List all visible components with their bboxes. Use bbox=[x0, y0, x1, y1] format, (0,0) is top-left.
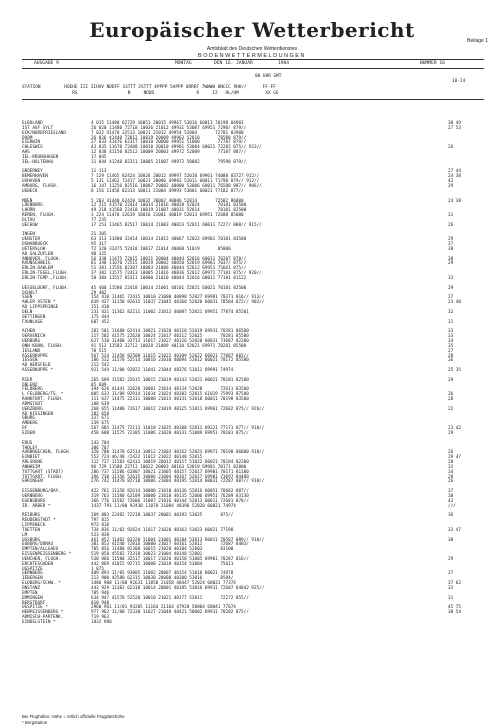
wind-gusts: 31 bbox=[448, 213, 454, 219]
wind-gusts: 26 bbox=[448, 358, 454, 364]
station-name: ELDBERG/SCHW. * bbox=[22, 581, 61, 587]
wind-gusts: 27 bbox=[448, 571, 454, 577]
station-name: UGSBURG bbox=[22, 537, 41, 543]
station-name: AHS bbox=[22, 150, 30, 156]
observation-groups: 12 038 41150 82512 10009 20003 49972 52009 77187 887// bbox=[91, 150, 247, 156]
observation-groups: 17 045 bbox=[91, 154, 107, 160]
observation-groups: 381 853 41540 72816 10000 21027 40161 52011 72687 8483/ bbox=[91, 542, 249, 548]
table-row bbox=[22, 504, 492, 509]
observation-groups: 77 235 bbox=[91, 217, 107, 223]
observation-groups: 63 313 11480 32414 10014 21012 40067 52022 69901 70181 83500 bbox=[91, 237, 247, 243]
observation-groups: 51 381 11556 82307 10003 21006 40044 52012 69951 75661 875// bbox=[91, 266, 247, 272]
observation-groups: 705 856 11480 82308 10015 21020 40184 52003 83100 bbox=[91, 547, 234, 553]
station-name: AD KISSINGEN bbox=[22, 411, 54, 417]
column-header-2: RS N NDDD R 12 HL/HM XX GG bbox=[22, 91, 279, 96]
observation-groups: 553 724 46/40 /2422 11012 21022 40140 52015 bbox=[91, 455, 203, 461]
wind-gusts: 29 bbox=[448, 377, 454, 383]
observation-groups: 719 963 bbox=[91, 615, 110, 621]
station-name: UETERSLOH bbox=[22, 246, 46, 252]
observation-groups: 96 729 11580 22713 10022 20003 40163 53019 69901 70171 82800 bbox=[91, 464, 247, 470]
table-row bbox=[22, 189, 492, 194]
observation-groups: 396 738 11356 52615 10006 21004 40167 52017 69901 73697 84400 bbox=[91, 474, 249, 480]
observation-groups: 839 427 11158 82615 11037 21045 48360 52020 60031 78584 872// 902// bbox=[91, 300, 265, 306]
wind-gusts: 45 75 bbox=[448, 605, 461, 611]
observation-groups: 320 708 11470 62514 10012 21003 40162 52023 69971 70198 86800 918// bbox=[91, 450, 265, 456]
station-name: LM bbox=[22, 532, 28, 538]
station-name: OSNABRUECK bbox=[22, 242, 48, 248]
station-name: FAUNLAGE bbox=[22, 319, 43, 325]
station-name: BEMERHAVEN bbox=[22, 174, 48, 180]
wind-gusts: 34 bbox=[448, 469, 454, 475]
observation-groups: 154 410 11465 72415 10010 21008 40098 52027 69981 70371 816// 913// bbox=[91, 295, 265, 301]
table-row bbox=[22, 276, 492, 281]
station-name: FELDBERG bbox=[22, 387, 43, 393]
observation-groups: 37 382 11575 72413 10005 21016 40036 52012 69971 77181 875// 920// bbox=[91, 271, 262, 277]
station-name: CHLESWIG bbox=[22, 145, 43, 151]
report-date: DEN 16. JANUAR bbox=[214, 61, 253, 66]
wind-gusts: 24 38 bbox=[448, 174, 461, 180]
wind-gusts: 26 bbox=[448, 450, 454, 456]
station-name: RIER bbox=[22, 377, 33, 383]
rule-meta bbox=[22, 68, 484, 69]
wind-gusts: 33 bbox=[448, 329, 454, 335]
station-name: ANNOVER, FLUGH. bbox=[22, 256, 61, 262]
observation-groups: 366 776 11582 72606 11007 21016 40144 52013 60011 72681 878// bbox=[91, 498, 249, 504]
section-band: BODENWETTERMELDUNGEN bbox=[198, 53, 306, 59]
station-name: AMBURG, FLUGH. bbox=[22, 183, 59, 189]
observation-groups: 607 452 bbox=[91, 319, 110, 325]
observation-groups: 112 727 11583 62413 10019 20012 40157 51022 60021 70184 82200 bbox=[91, 460, 249, 466]
station-name: EMMINGEN bbox=[22, 595, 43, 601]
observation-groups: 31 044 41240 82311 10005 21007 49972 50002 79598 879// bbox=[91, 159, 247, 165]
wind-gusts: 38 bbox=[448, 493, 454, 499]
station-name: ONN-KOHN, FLUGH. bbox=[22, 343, 64, 349]
wind-gusts: 34 bbox=[448, 338, 454, 344]
wind-gusts: 37 bbox=[448, 489, 454, 495]
station-name: EISSENBURG/BAY. bbox=[22, 489, 61, 495]
station-name: DOOM bbox=[22, 135, 33, 141]
issue-number: NUMMER 16 bbox=[420, 61, 445, 66]
observation-groups: 461 852 11402 83320 11004 21001 40184 53013 60011 70587 889// 910// bbox=[91, 537, 265, 543]
station-name: UECHOW bbox=[22, 222, 38, 228]
observation-groups: 21 305 bbox=[91, 232, 107, 238]
observation-groups: 239 675 bbox=[91, 421, 110, 427]
supplement-label: Beilage 1 bbox=[467, 38, 488, 44]
observation-groups: 186 532 11570 52514 10010 21010 40094 52012 60021 70172 85500 bbox=[91, 358, 249, 364]
wind-gusts: 26 bbox=[448, 392, 454, 398]
observation-groups: 45 400 11580 22418 10014 21001 40101 52021 60021 70181 82500 bbox=[91, 285, 247, 291]
observation-groups: 16 147 11256 82516 10007 20002 40000 53006 60011 76588 887// 906// bbox=[91, 183, 262, 189]
station-name: ONSTANZ bbox=[22, 586, 41, 591]
wind-gusts: 29 bbox=[448, 556, 454, 562]
station-name: EINDELSTEIN * bbox=[22, 619, 56, 625]
station-name: IR. ARBER * bbox=[22, 503, 51, 509]
station-name: RAUNSCHWEIG bbox=[22, 261, 51, 267]
station-name: OBURG bbox=[22, 416, 35, 422]
footnote-mountain: * Bergstation bbox=[22, 720, 48, 725]
station-name: EISSENPEISSENBERG * bbox=[22, 552, 72, 558]
wind-gusts: 28 bbox=[448, 397, 454, 403]
wind-gusts: 36 bbox=[448, 513, 454, 519]
observation-groups: 7 022 41470 32513 10021 21012 49954 52004 72781 83900 bbox=[91, 130, 244, 136]
observation-groups: 151 430 bbox=[91, 305, 110, 311]
station-name: BERSTDORF bbox=[22, 600, 46, 606]
observation-groups: 319 763 11580 62109 10000 21018 40135 52006 69951 76289 83130 bbox=[91, 493, 249, 499]
station-name: LIPPENECK bbox=[22, 523, 46, 529]
station-name: TUTTGART (STADT) bbox=[22, 469, 64, 475]
station-name: REUDENSTADT * bbox=[22, 518, 56, 524]
station-name: ERLIN-DAHLEM bbox=[22, 266, 54, 272]
observation-groups: 567 534 11458 82508 11015 21022 40109 52022 60021 77087 883// bbox=[91, 353, 249, 359]
observation-groups: 4 015 11480 62729 10051 20015 49967 53016 60011 70198 84903 bbox=[91, 121, 244, 126]
observation-groups: 443 929 11382 62310 10014 20001 40185 53016 69931 72687 84842 925// bbox=[91, 586, 265, 591]
station-name: EIDEN bbox=[22, 431, 35, 436]
observation-groups: 1437 791 11/00 92430 11078 21084 48396 52020 60021 74974 bbox=[91, 503, 236, 509]
observation-groups: 921 544 11/00 92822 11041 21044 48376 51011 69991 74974 bbox=[91, 368, 234, 374]
observation-groups: 530 866 11580 32517 10017 21026 40150 51005 69901 70287 816// bbox=[91, 556, 249, 562]
station-name: INGEN bbox=[22, 232, 35, 238]
observation-groups: 2960 961 11/01 93205 11164 21164 47920 50004 60041 77074 bbox=[91, 605, 236, 611]
observation-groups: 276 742 11470 82710 10006 21004 40195 52014 60031 72287 887// 910// bbox=[91, 479, 265, 485]
observation-groups: 268 655 11480 72617 10012 21019 40125 51011 69961 72682 875// 926// bbox=[91, 406, 265, 412]
observation-groups: 1 875 bbox=[91, 566, 104, 572]
station-name: AD SALZUFLEN bbox=[22, 251, 54, 257]
wind-gusts: 29 bbox=[448, 237, 454, 243]
station-name: EMPTEN bbox=[22, 590, 38, 596]
report-year: 1984 bbox=[278, 61, 290, 66]
observation-groups: 111 637 11475 22311 10008 21015 40131 52018 60011 70198 83500 bbox=[91, 397, 249, 403]
tr-period: 18-24 bbox=[452, 79, 466, 84]
station-name: UERNBERG bbox=[22, 493, 43, 499]
observation-groups: 56 338 11475 72615 10011 20004 40044 52016 60011 70287 878// bbox=[91, 256, 247, 262]
wind-gusts: 27 44 bbox=[448, 169, 461, 175]
page-title: Europäischer Wetterbericht bbox=[89, 18, 415, 42]
observation-groups: 265 609 11582 22615 10015 21019 40143 52021 60021 70181 82500 bbox=[91, 377, 249, 383]
station-name: ELBOLAND bbox=[22, 121, 43, 126]
wind-gusts: 28 bbox=[448, 353, 454, 359]
station-name: EUBURG/DONAU bbox=[22, 542, 54, 548]
station-name: GROERNEY bbox=[22, 169, 43, 175]
station-name: OBLENZ bbox=[22, 382, 38, 388]
observation-groups: 337 671 bbox=[91, 416, 110, 422]
footnote-airport: Bei Flughäfen: Höhe = örtlich offizielle Flugplatzhöhe bbox=[22, 714, 125, 719]
observation-groups: 5 203 41440 62420 10032 20002 40006 52014 72582 86800 bbox=[91, 198, 244, 204]
observation-groups: 409 893 11/05 93005 11002 20007 40154 51016 60021 74978 bbox=[91, 571, 234, 577]
wind-gusts: /// bbox=[448, 503, 456, 509]
observation-groups: 70 515 bbox=[91, 348, 107, 354]
table-row bbox=[22, 431, 492, 436]
rule-top bbox=[22, 59, 484, 60]
station-name: IESLAND bbox=[22, 348, 41, 354]
wind-gusts: 27 bbox=[448, 295, 454, 301]
wind-gusts: 30 54 bbox=[448, 610, 461, 616]
station-name: SSEN bbox=[22, 295, 33, 301]
observation-groups: 442 869 41015 92715 10000 21018 40154 53004 75611 bbox=[91, 561, 234, 567]
wind-gusts: 30 49 bbox=[448, 121, 461, 126]
observation-groups: 1486 908 11/00 92631 11058 21058 48447 52024 60031 77374 bbox=[91, 581, 236, 587]
observation-groups: 26 026 41440 72812 10019 20009 49963 52010 78588 879// bbox=[91, 135, 247, 141]
station-name: IESSEN bbox=[22, 358, 38, 364]
weekday: MONTAG bbox=[175, 61, 192, 66]
wind-gusts: 29 47 bbox=[448, 455, 461, 461]
station-name: MDEN bbox=[22, 198, 33, 204]
station-name: ARMSTADT bbox=[22, 401, 43, 407]
wind-gusts: 35 bbox=[448, 343, 454, 349]
wind-gusts: 23 42 bbox=[448, 426, 461, 432]
observation-groups: 8 156 11456 82313 10011 21004 49993 53001 60021 77182 877// bbox=[91, 188, 244, 194]
station-name: EMPTEN/ALLGAEU bbox=[22, 547, 59, 553]
station-name: UGSPITZE * bbox=[22, 605, 48, 611]
station-name: ERUS bbox=[22, 440, 33, 446]
station-table bbox=[22, 121, 492, 625]
wind-gusts: 42 bbox=[448, 498, 454, 504]
station-name: TUTTGART, FLUGH. bbox=[22, 474, 64, 480]
observation-groups: 49 218 41560 22418 10019 21007 40031 52014 70181 82500 bbox=[91, 208, 247, 214]
observation-groups: 519 858 45582 72318 10023 21004 40148 52001 bbox=[91, 552, 203, 558]
station-name: ARMISCH-PARTENK. bbox=[22, 615, 64, 621]
station-name: UEBECK bbox=[22, 188, 38, 194]
wind-gusts: 25 35 bbox=[448, 368, 461, 374]
station-name: UERZBURG bbox=[22, 406, 43, 412]
observation-groups: 50 384 11557 82311 10000 21010 40044 52016 60011 77181 81122 bbox=[91, 276, 247, 281]
wind-gusts: 37 bbox=[448, 242, 454, 248]
station-name: OF bbox=[22, 426, 28, 432]
observation-groups: 282 658 bbox=[91, 411, 110, 417]
station-name: OETTINGEN bbox=[22, 314, 46, 320]
observation-groups: 973 818 bbox=[91, 523, 110, 529]
observation-groups: 977 962 11/00 72330 11027 21048 48421 50002 69931 70282 875// bbox=[91, 610, 249, 616]
observation-groups: 705 946 bbox=[91, 590, 110, 596]
station-name: HENPEISSENBERG * bbox=[22, 610, 64, 616]
station-name: ECK/NORDFRIESLAND bbox=[22, 130, 66, 136]
wind-gusts: 31 bbox=[448, 319, 454, 325]
wind-gusts: 27 bbox=[448, 348, 454, 354]
column-header-1: STATION HOEHE III IIHVV NDDFF 1STTT 2STTT 4PPPP 5APPP 6RRRT 7WWWW 8NCCC 9HH// FF-FF bbox=[22, 85, 276, 90]
wind-gusts: 29 bbox=[448, 183, 454, 189]
wind-gusts: 33 bbox=[448, 276, 454, 281]
observation-groups: 108 639 bbox=[91, 401, 110, 407]
observation-groups: 91 513 11582 32712 10028 21009 40110 52021 69971 70281 85500 bbox=[91, 343, 247, 349]
observation-groups: 85 609 bbox=[91, 382, 107, 388]
station-name: UENSTER bbox=[22, 237, 41, 243]
station-name: OLTAU bbox=[22, 217, 35, 223]
station-name: AD HERSFELD bbox=[22, 363, 51, 369]
station-name: RANKFURT, FLUGH. bbox=[22, 397, 64, 403]
station-name: AMBERG bbox=[22, 421, 38, 427]
observation-groups: 213 900 42580 62315 10030 20000 40200 53016 8584/ bbox=[91, 576, 234, 582]
observation-groups: 1832 980 bbox=[91, 619, 112, 625]
station-name: EINBIET bbox=[22, 455, 41, 461]
station-name: AHLER ASTEN * bbox=[22, 300, 56, 306]
station-name: ERLIN-TEMP.,FLUGH. bbox=[22, 276, 69, 281]
table-row bbox=[22, 223, 492, 228]
observation-groups: 26 020 11480 72718 10036 21012 49931 53007 69951 7298/ 879// bbox=[91, 125, 247, 131]
station-name: IEL-KRONSHAGEN bbox=[22, 154, 59, 160]
station-name: ACHEN bbox=[22, 329, 35, 335]
wind-gusts: 22 bbox=[448, 406, 454, 412]
station-name: ERLIN-TEGEL,FLUGH. bbox=[22, 271, 69, 277]
station-name: ASSERKUPPE bbox=[22, 353, 48, 359]
station-name: IEL-HOLTENAU bbox=[22, 159, 54, 165]
station-name: EHRINGEN bbox=[22, 479, 43, 485]
observation-groups: 269 803 22482 72218 10037 20001 40193 53025 875// bbox=[91, 513, 234, 519]
station-name: UERNBERG bbox=[22, 571, 43, 577]
station-name: EIERWIN bbox=[22, 140, 41, 146]
wind-gusts: 38 bbox=[448, 246, 454, 252]
observation-groups: 202 501 11680 62414 10021 21020 40118 52019 69931 70281 86500 bbox=[91, 329, 249, 335]
station-name: AD LIPPSPRINGE bbox=[22, 305, 59, 311]
page-subtitle: Amtsblatt des Deutschen Wetterdienstes bbox=[206, 46, 298, 52]
station-name: L FELDBERG/TS. * bbox=[22, 392, 64, 398]
observation-groups: 386 707 bbox=[91, 445, 110, 451]
wind-gusts: 33 bbox=[448, 586, 454, 591]
observation-groups: 458 688 11575 72305 11006 21020 40131 51009 69951 70181 875// bbox=[91, 431, 249, 436]
observation-groups: 95 317 bbox=[91, 242, 107, 248]
observation-groups: 805 633 11/09 92914 11034 21024 48382 52015 61019 75993 87500 bbox=[91, 392, 249, 398]
issue-label: AUSGABE 9 bbox=[34, 61, 59, 66]
rule-header bbox=[22, 99, 484, 100]
wind-gusts: 42 bbox=[448, 179, 454, 185]
station-name: UENCHEN, FLUGH. bbox=[22, 556, 61, 562]
observation-groups: 627 510 11480 32713 11017 21027 40126 52020 60031 73687 82200 bbox=[91, 338, 249, 344]
observation-groups: 29 402 bbox=[91, 290, 107, 296]
table-row bbox=[22, 320, 492, 325]
observation-groups: 3 224 11470 32619 10016 21001 40019 52013 69951 72688 85800 bbox=[91, 213, 244, 219]
table-row bbox=[22, 479, 492, 484]
station-name: REMEN, FLUGH. bbox=[22, 213, 56, 219]
station-name: IEBERGEN bbox=[22, 576, 43, 582]
observation-groups: 5 131 11462 72417 10021 20006 49983 52011 60011 71798 879// 912// bbox=[91, 179, 260, 185]
observation-groups: 27 033 41476 62317 10018 20000 49951 51000 77787 879// bbox=[91, 140, 247, 146]
observation-groups: 422 761 11358 82614 10000 21010 40136 52016 60051 78682 887// bbox=[91, 489, 249, 495]
wind-gusts: 28 bbox=[448, 460, 454, 466]
observation-groups: 72 320 32475 52418 10017 21014 40068 51019 85800 bbox=[91, 246, 231, 252]
obs-time: 00 UHR GMT bbox=[255, 74, 282, 79]
wind-gusts: 29 bbox=[448, 261, 454, 267]
wind-gusts: 26 bbox=[448, 479, 454, 485]
station-name: ANNHEIM bbox=[22, 464, 41, 470]
observation-groups: 98 325 bbox=[91, 251, 107, 257]
wind-gusts: 32 bbox=[448, 309, 454, 315]
observation-groups: 175 444 bbox=[91, 314, 110, 320]
observation-groups: 11 113 bbox=[91, 169, 107, 175]
observation-groups: 286 737 11586 62807 10021 21005 40157 52017 69901 70171 81100 bbox=[91, 469, 249, 475]
observation-groups: 212 542 bbox=[91, 363, 110, 369]
wind-gusts: 31 bbox=[448, 595, 454, 601]
observation-groups: 243 704 bbox=[91, 440, 110, 446]
station-name: AARBRUECKEN, FLUGH. bbox=[22, 450, 72, 456]
wind-gusts: 27 53 bbox=[448, 125, 461, 131]
station-name: LHORN bbox=[22, 208, 35, 214]
observation-groups: 7 129 11465 82424 10026 20012 49997 52010 69961 74088 83727 912// bbox=[91, 174, 260, 180]
wind-gusts: 26 bbox=[448, 222, 454, 228]
station-name: OERVENICH bbox=[22, 334, 46, 340]
observation-groups: 810 948 bbox=[91, 600, 110, 606]
observation-groups: 231 431 11362 82211 11002 21012 40087 52021 69951 77874 85501 bbox=[91, 309, 249, 315]
station-name: IST AUF SYLT bbox=[22, 125, 54, 131]
observation-groups: 797 815 bbox=[91, 518, 110, 524]
wind-gusts: 30 bbox=[448, 256, 454, 262]
wind-gusts: 33 bbox=[448, 334, 454, 340]
wind-gusts: 26 bbox=[448, 145, 454, 151]
wind-gusts: 29 bbox=[448, 431, 454, 436]
station-name: UGSPITZE bbox=[22, 566, 43, 572]
station-name: UERBURG bbox=[22, 338, 41, 344]
wind-gusts: 28 bbox=[448, 474, 454, 480]
observation-groups: 734 836 11/02 92624 11017 21020 40163 53023 60021 77198 bbox=[91, 527, 234, 533]
station-name: REIBURG bbox=[22, 513, 41, 519]
observation-groups: 567 685 11475 72113 11018 21035 40108 52011 69221 77171 877// 910// bbox=[91, 426, 265, 432]
observation-groups: 12 215 41570 22414 10014 21016 40028 52024 70181 83500 bbox=[91, 203, 247, 209]
station-name: OCHOLT bbox=[22, 290, 38, 296]
observation-groups: 394 626 41441 32620 10001 21014 40134 52020 72611 83500 bbox=[91, 387, 249, 393]
wind-gusts: 37 62 bbox=[448, 581, 461, 587]
table-row bbox=[22, 620, 492, 625]
station-name: ASSERKUPPE * bbox=[22, 368, 54, 374]
observation-groups: 634 947 41570 52520 10010 21021 40177 52011 72272 855// bbox=[91, 595, 249, 601]
observation-groups: 43 035 11670 72408 10010 20010 49961 53004 60021 72282 875// 923// bbox=[91, 145, 262, 151]
station-name: TOETTEN bbox=[22, 527, 41, 533]
station-name: OELN bbox=[22, 309, 33, 315]
table-row bbox=[22, 368, 492, 373]
wind-gusts: 24 38 bbox=[448, 198, 461, 204]
station-name: LDENBURG bbox=[22, 203, 43, 209]
station-name: ARLSRUHE bbox=[22, 460, 43, 466]
wind-gusts: 30 bbox=[448, 537, 454, 543]
wind-gusts: 33 47 bbox=[448, 527, 461, 533]
observation-groups: 17 253 11465 82517 10014 21003 40023 52011 60011 7227/ 888// 915// bbox=[91, 222, 262, 228]
observation-groups: 81 348 11670 72515 10019 20002 40050 52019 69961 7037/ 875// bbox=[91, 261, 247, 267]
wind-gusts: 33 bbox=[448, 464, 454, 470]
station-name: UESSELDORF, FLUGH. bbox=[22, 285, 69, 291]
station-name: ERCHTESGADEN bbox=[22, 561, 54, 567]
observation-groups: 523 838 bbox=[91, 532, 110, 538]
station-name: UXHAVEN bbox=[22, 179, 41, 185]
station-name: THOLEY bbox=[22, 445, 38, 451]
station-name: EGENSBURG bbox=[22, 498, 46, 504]
wind-gusts: 23 40 bbox=[448, 300, 461, 306]
table-row bbox=[22, 160, 492, 165]
wind-gusts: 29 bbox=[448, 285, 454, 291]
observation-groups: 117 502 41575 22620 10024 21017 40112 52025 70281 85500 bbox=[91, 334, 249, 340]
